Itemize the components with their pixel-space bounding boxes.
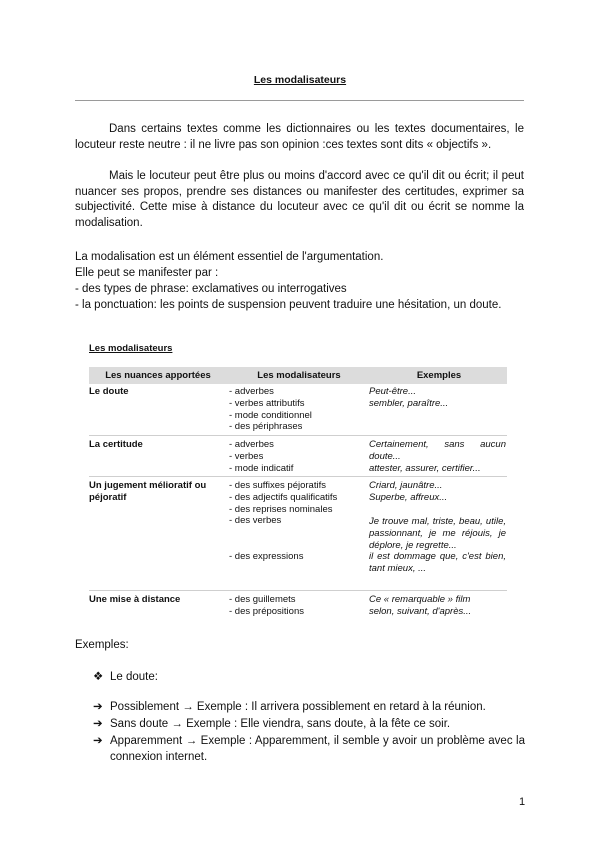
bullet-text: Le doute: bbox=[110, 671, 158, 683]
table-cell-text: - des périphrases bbox=[229, 421, 303, 433]
example-text-3: Apparemment → Exemple : Apparemment, il semble y avoir un problème avec la connexion internet. bbox=[110, 735, 525, 763]
diamond-bullet-icon: ❖ bbox=[93, 671, 104, 683]
table-cell-text: Certainement, sans aucun doute... bbox=[369, 439, 506, 462]
table-cell-text: Ce « remarquable » film bbox=[369, 594, 471, 605]
table-row-3-exemples-b bbox=[369, 516, 506, 575]
intro-paragraph-1-text: Dans certains textes comme les dictionnaires ou les textes documentaires, le locuteur reste neutre : il ne livre pas son opinion :ces textes sont dits « objectifs ». bbox=[75, 123, 524, 151]
table-cell-text: - des expressions bbox=[229, 551, 304, 562]
table-cell-text: attester, assurer, certifier... bbox=[369, 462, 481, 474]
table-row-4-exemples bbox=[369, 594, 506, 618]
table-row-4-nuance bbox=[89, 594, 225, 606]
table-row-3-modalisateurs-a bbox=[229, 480, 367, 527]
table-cell-text: - mode indicatif bbox=[229, 462, 294, 474]
table-cell-text: - verbes bbox=[229, 450, 264, 462]
table-cell-text: Une mise à distance bbox=[89, 594, 181, 605]
table-cell-text: - des suffixes péjoratifs bbox=[229, 480, 326, 491]
table-header-exemples: Exemples bbox=[416, 370, 462, 381]
intro-paragraph-2-text: Mais le locuteur peut être plus ou moins d'accord avec ce qu'il dit ou écrit; il peut nuancer ses propos, prendre ses distances ou manifester des certitudes, exprimer sa subjectivité. Cette mise à distance du locuteur avec ce qu'il dit ou écrit se nomme la modalisation. bbox=[75, 170, 524, 229]
title-divider bbox=[75, 100, 524, 101]
table-cell-text: Criard, jaunâtre... bbox=[369, 480, 443, 491]
text-line-2: Elle peut se manifester par : bbox=[75, 267, 219, 279]
table-cell-text: - mode conditionnel bbox=[229, 409, 312, 421]
arrow-icon: ➔ bbox=[93, 735, 103, 747]
table-row-1-modalisateurs bbox=[229, 386, 367, 433]
text-line-3: - des types de phrase: exclamatives ou interrogatives bbox=[75, 283, 347, 295]
example-text-2: Sans doute → Exemple : Elle viendra, sans doute, à la fête ce soir. bbox=[110, 718, 451, 730]
text-line-4: - la ponctuation: les points de suspension peuvent traduire une hésitation, un doute. bbox=[75, 299, 502, 311]
table-cell-text: il est dommage que, c'est bien, tant mieux, ... bbox=[369, 551, 506, 575]
table-cell-text: Un jugement mélioratif ou bbox=[89, 480, 207, 491]
table-cell-text: Superbe, affreux... bbox=[369, 491, 448, 503]
example-text-1: Possiblement → Exemple : Il arrivera possiblement en retard à la réunion. bbox=[110, 701, 486, 713]
table-row-divider bbox=[89, 590, 507, 591]
table-header bbox=[89, 367, 507, 384]
table-row-2-nuance bbox=[89, 439, 225, 451]
page-title: Les modalisateurs bbox=[253, 74, 347, 86]
intro-paragraph-2 bbox=[75, 169, 524, 231]
example-item-1 bbox=[93, 700, 525, 716]
arrow-icon: ➔ bbox=[93, 718, 103, 730]
table-row-2-exemples bbox=[369, 439, 506, 474]
table-row-4-modalisateurs bbox=[229, 594, 367, 618]
table-cell-text: - des adjectifs qualificatifs bbox=[229, 491, 338, 503]
table-header-modalisateurs: Les modalisateurs bbox=[257, 370, 341, 381]
table-row-1-nuance bbox=[89, 386, 225, 398]
table-cell-text: - des guillemets bbox=[229, 594, 296, 605]
table-row-2-modalisateurs bbox=[229, 439, 367, 474]
table-cell-text: Peut-être... bbox=[369, 386, 416, 397]
table-cell-text: Je trouve mal, triste, beau, utile, passionnant, je me réjouis, je déplore, je regrette... bbox=[369, 516, 506, 551]
table-cell-text: La certitude bbox=[89, 439, 143, 450]
table-row-divider bbox=[89, 476, 507, 477]
table-title: Les modalisateurs bbox=[89, 343, 173, 354]
example-item-2 bbox=[93, 717, 525, 733]
table-cell-text: - adverbes bbox=[229, 386, 274, 397]
table-cell-text: - des prépositions bbox=[229, 605, 304, 617]
table-cell-text: - des verbes bbox=[229, 515, 282, 527]
page-number: 1 bbox=[519, 796, 526, 808]
example-item-3 bbox=[93, 734, 525, 766]
table-cell-text: selon, suivant, d'après... bbox=[369, 605, 472, 617]
text-line-1: La modalisation est un élément essentiel de l'argumentation. bbox=[75, 251, 384, 263]
table-row-3-nuance bbox=[89, 480, 225, 504]
table-row-3-modalisateurs-b bbox=[229, 551, 367, 563]
table-cell-text: Le doute bbox=[89, 386, 129, 397]
table-cell-text: - adverbes bbox=[229, 439, 274, 450]
table-cell-text: sembler, paraître... bbox=[369, 397, 449, 409]
table-row-1-exemples bbox=[369, 386, 506, 410]
table-cell-text: péjoratif bbox=[89, 491, 127, 503]
intro-paragraph-1 bbox=[75, 122, 524, 153]
table-header-nuances: Les nuances apportées bbox=[105, 370, 211, 381]
exemples-label: Exemples: bbox=[75, 639, 129, 651]
table-cell-text: - des reprises nominales bbox=[229, 503, 333, 515]
arrow-icon: ➔ bbox=[93, 701, 103, 713]
table-cell-text: - verbes attributifs bbox=[229, 397, 305, 409]
table-row-3-exemples-a bbox=[369, 480, 506, 504]
table-row-divider bbox=[89, 435, 507, 436]
